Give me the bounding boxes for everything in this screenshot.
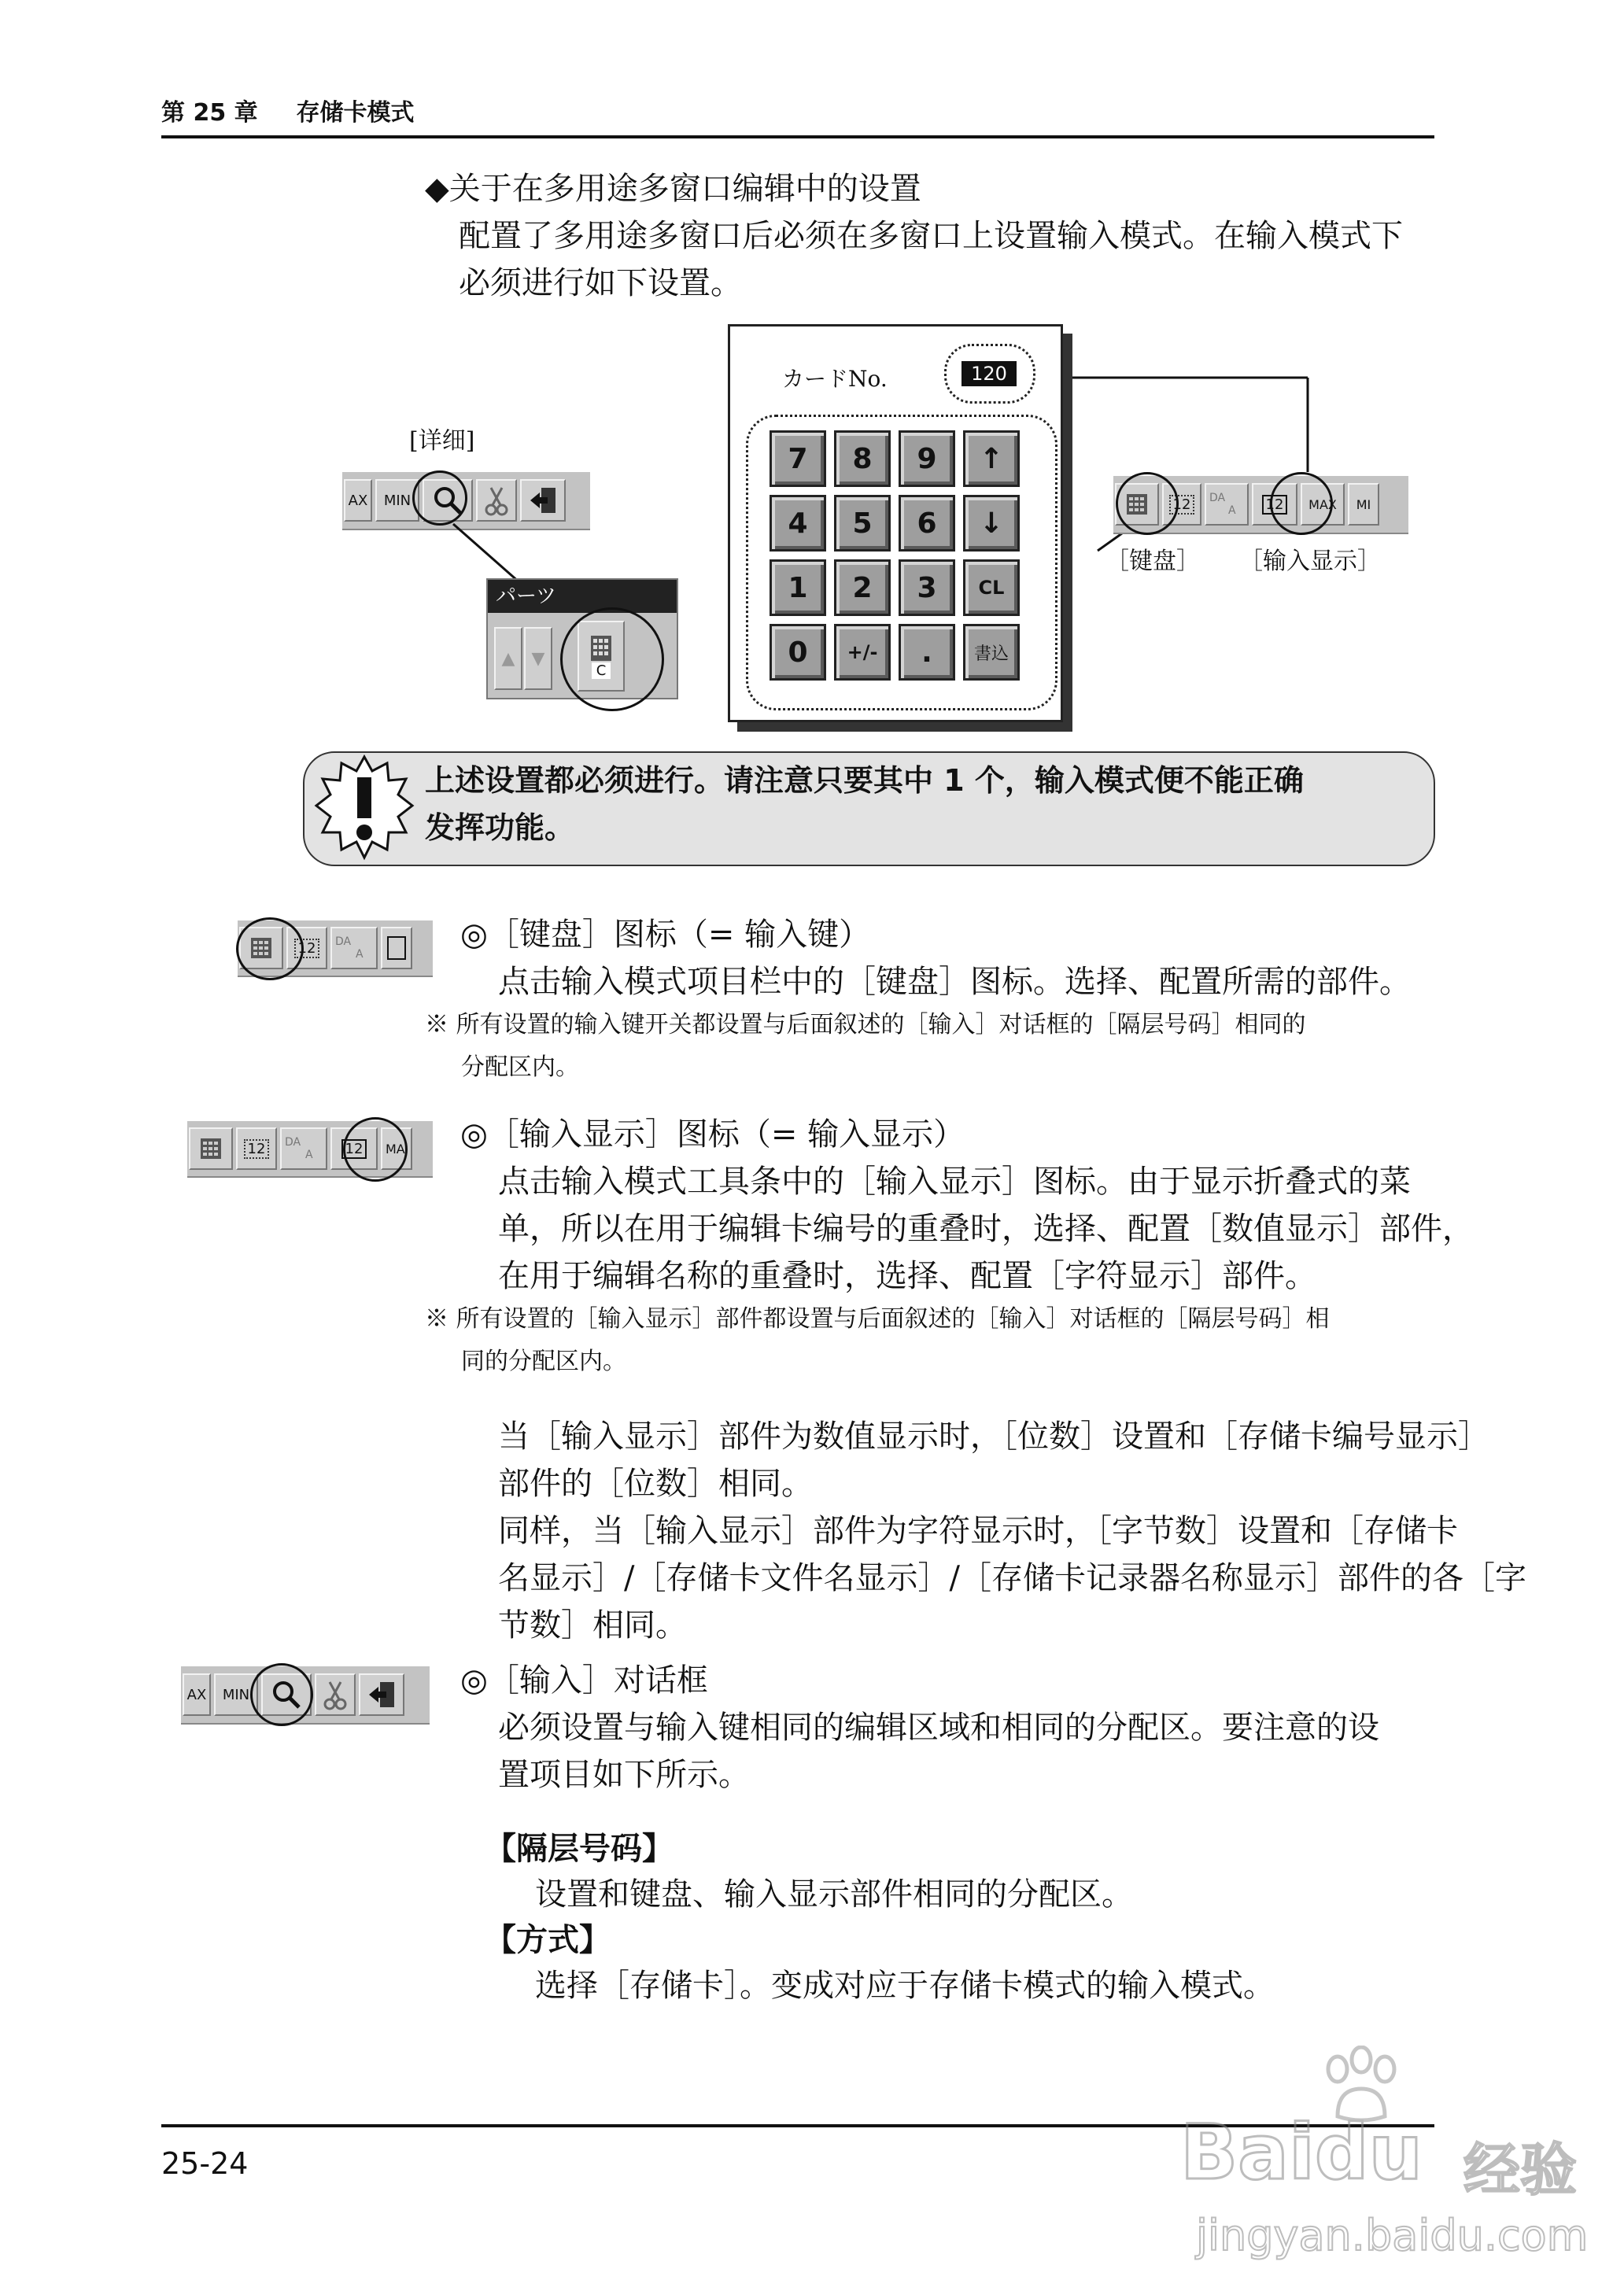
section3-body-2: 置项目如下所示。 (498, 1757, 750, 1793)
input-display-12-icon: 12 (1262, 495, 1288, 515)
key-up-arrow[interactable]: ↑ (963, 430, 1020, 487)
da-icon-bottom: A (356, 948, 364, 961)
section2-body-3: 在用于编辑名称的重叠时，选择、配置［字符显示］部件。 (498, 1258, 1316, 1294)
min-button-right[interactable]: MI (1348, 483, 1379, 526)
intro-line-1: 配置了多用途多窗口后必须在多窗口上设置输入模式。在输入模式下 (459, 218, 1403, 254)
parts-icon-letter: C (592, 662, 611, 679)
da-icon-bottom: A (305, 1149, 313, 1161)
input-display-highlight-circle (1270, 472, 1333, 535)
section2-note-2: 同的分配区内。 (461, 1348, 626, 1375)
key-plus-minus[interactable]: +/- (834, 624, 891, 681)
exit-door-icon (366, 1679, 397, 1710)
page-number: 25-24 (161, 2146, 249, 2181)
key-9[interactable]: 9 (899, 430, 955, 487)
section3-exit-button[interactable] (359, 1673, 404, 1716)
key-0[interactable]: 0 (770, 624, 826, 681)
section1-da-button[interactable] (330, 927, 378, 969)
section2-body-2: 单，所以在用于编辑卡编号的重叠时，选择、配置［数值显示］部件， (498, 1211, 1474, 1247)
watermark-cn: 经验 (1463, 2137, 1578, 2203)
section3-highlight-circle (250, 1663, 313, 1726)
section1-title: ◎［键盘］图标（= 输入键） (460, 917, 871, 953)
keypad-screen (728, 324, 1063, 722)
parts-palette-title: パーツ (488, 580, 677, 613)
key-down-arrow[interactable]: ↓ (963, 495, 1020, 552)
section3-item2-title: 【方式】 (485, 1922, 611, 1958)
section2-extra-1: 当［输入显示］部件为数值显示时，［位数］设置和［存储卡编号显示］ (498, 1419, 1489, 1455)
numeric-12-dotted-icon: 12 (244, 1139, 270, 1159)
max-button-right[interactable]: MAX (1301, 483, 1345, 526)
section2-body-1: 点击输入模式工具条中的［输入显示］图标。由于显示折叠式的菜 (498, 1164, 1411, 1200)
baidu-watermark (1164, 2046, 1605, 2274)
section2-extra-2: 部件的［位数］相同。 (498, 1466, 813, 1502)
da-icon-top: DA (1209, 492, 1226, 504)
section2-highlight-circle (343, 1117, 408, 1182)
warning-line-1: 上述设置都必须进行。请注意只要其中 1 个，输入模式便不能正确 (425, 763, 1304, 798)
input-display-12-icon: 12 (341, 1139, 367, 1159)
key-write[interactable]: 書込 (963, 624, 1020, 681)
section1-highlight-circle (236, 917, 304, 980)
keyboard-highlight-circle (1116, 472, 1179, 535)
watermark-brand (1180, 2108, 1423, 2197)
watermark-brand-part2: du (1314, 2108, 1423, 2197)
section2-keyboard-button[interactable] (189, 1127, 233, 1170)
input-display-caption: ［输入显示］ (1239, 548, 1381, 575)
section2-title: ◎［输入显示］图标（= 输入显示） (460, 1116, 965, 1153)
section1-note-1: ※ 所有设置的输入键开关都设置与后面叙述的［输入］对话框的［隔层号码］相同的 (425, 1011, 1306, 1039)
key-clear[interactable]: CL (963, 559, 1020, 616)
max-button[interactable]: AX (344, 479, 372, 522)
section3-item1-title: 【隔层号码】 (485, 1831, 674, 1867)
numeric-12-dotted-icon: 12 (1169, 495, 1195, 515)
section3-cut-button[interactable] (315, 1673, 356, 1716)
da-icon-bottom: A (1228, 504, 1236, 517)
key-8[interactable]: 8 (834, 430, 891, 487)
key-2[interactable]: 2 (834, 559, 891, 616)
key-3[interactable]: 3 (899, 559, 955, 616)
section3-min-button[interactable]: MIN (214, 1673, 258, 1716)
da-icon-top: DA (335, 935, 352, 948)
max-partial-label: MA (386, 1141, 405, 1157)
section2-12-dotted-button[interactable] (236, 1127, 277, 1170)
section2-extra-3: 同样，当［输入显示］部件为字符显示时，［字节数］设置和［存储卡 (498, 1513, 1458, 1549)
min-button[interactable]: MIN (375, 479, 419, 522)
exclamation-burst-icon (313, 754, 415, 861)
key-6[interactable]: 6 (899, 495, 955, 552)
key-5[interactable]: 5 (834, 495, 891, 552)
numeric-12-dotted-icon: 12 (294, 939, 320, 958)
section2-da-button[interactable] (280, 1127, 327, 1170)
keyboard-caption: ［键盘］ (1105, 548, 1200, 575)
parts-highlight-circle (560, 607, 664, 711)
scissors-icon (323, 1679, 347, 1710)
chapter-number: 第 25 章 (161, 99, 258, 127)
chapter-title: 存储卡模式 (296, 99, 415, 127)
warning-line-2: 发挥功能。 (425, 810, 575, 845)
watermark-url: jingyan.baidu.com (1196, 2211, 1589, 2260)
key-4[interactable]: 4 (770, 495, 826, 552)
keyboard-icon (199, 1137, 223, 1160)
section3-item2-body: 选择［存储卡］。变成对应于存储卡模式的输入模式。 (535, 1968, 1275, 2004)
section1-note-2: 分配区内。 (461, 1053, 579, 1081)
da-icon-top: DA (285, 1136, 301, 1149)
intro-line-2: 必须进行如下设置。 (459, 265, 742, 301)
key-decimal[interactable]: . (899, 624, 955, 681)
partial-box-icon (387, 936, 406, 960)
card-no-label: カードNo. (782, 366, 888, 392)
section2-extra-5: 节数］相同。 (498, 1607, 687, 1644)
intro-bullet: ◆关于在多用途多窗口编辑中的设置 (425, 171, 921, 207)
section1-partial-button[interactable] (381, 927, 412, 969)
detail-label: [详细] (409, 427, 475, 455)
section1-body-1: 点击输入模式项目栏中的［键盘］图标。选择、配置所需的部件。 (498, 964, 1411, 1000)
section3-max-button[interactable]: AX (183, 1673, 211, 1716)
key-7[interactable]: 7 (770, 430, 826, 487)
section3-title: ◎［输入］对话框 (460, 1662, 708, 1699)
watermark-brand-part1: Bai (1180, 2108, 1315, 2197)
section3-body-1: 必须设置与输入键相同的编辑区域和相同的分配区。要注意的设 (498, 1710, 1379, 1746)
section2-extra-4: 名显示］/［存储卡文件名显示］/［存储卡记录器名称显示］部件的各［字 (498, 1560, 1526, 1596)
keypad-grid (770, 430, 1029, 690)
parts-up-arrow[interactable]: ▲ (494, 627, 522, 690)
section2-note-1: ※ 所有设置的［输入显示］部件都设置与后面叙述的［输入］对话框的［隔层号码］相 (425, 1305, 1330, 1333)
da-button[interactable] (1205, 483, 1249, 526)
section3-item1-body: 设置和键盘、输入显示部件相同的分配区。 (535, 1876, 1133, 1913)
parts-down-arrow[interactable]: ▼ (524, 627, 552, 690)
card-no-value: 120 (961, 361, 1017, 386)
key-1[interactable]: 1 (770, 559, 826, 616)
